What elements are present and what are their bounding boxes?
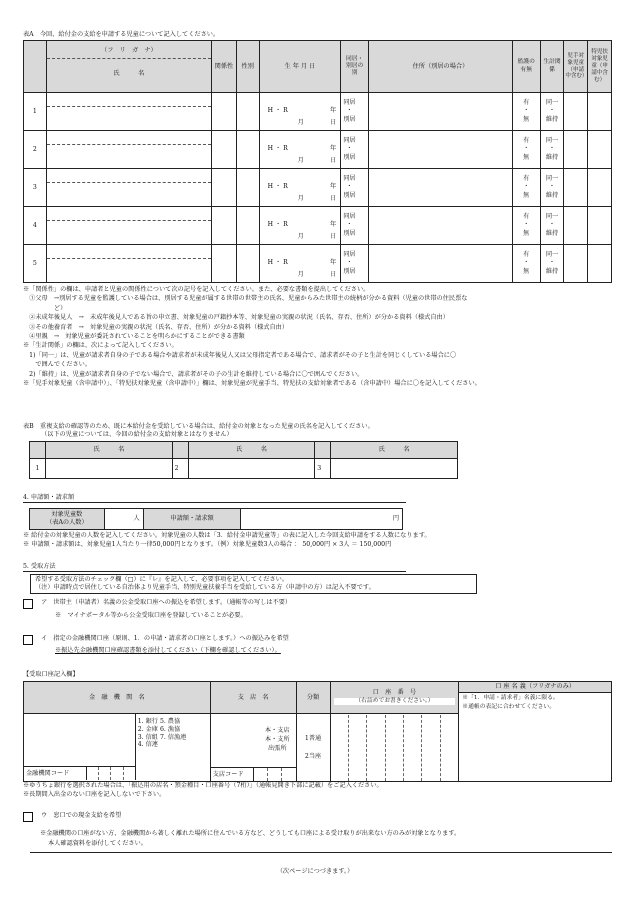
livelihood-dot: ・ [548, 259, 556, 267]
child-livelihood-select[interactable] [540, 169, 564, 207]
unit-person: 人 [133, 515, 140, 523]
livelihood-support: 維持 [545, 267, 559, 275]
cohab-no: 別居 [343, 267, 356, 275]
child-row [24, 93, 612, 131]
bank-inst-types [135, 714, 210, 780]
child-address-input[interactable] [369, 207, 513, 245]
child-row [24, 207, 612, 245]
livelihood-same: 同一 [545, 251, 559, 259]
child-sex-input[interactable] [236, 131, 259, 169]
section-4-rule [23, 502, 406, 503]
header-relation: 関係性 [212, 41, 237, 93]
acct-digit-6[interactable] [422, 715, 440, 781]
bank-acct-header-cell [330, 682, 459, 714]
child-furigana-input[interactable] [47, 169, 211, 182]
section-b-subtitle: （以下の児童については、今回の給付金の支給対象とはなりません） [41, 431, 233, 438]
dob-month: 月 [297, 233, 304, 240]
bank-holder-note-2: ※通帳の表記に合わせてください。 [462, 704, 556, 711]
header-name-cell [46, 41, 211, 93]
child-relation-input[interactable] [212, 93, 237, 131]
branch-code-digit-3[interactable] [282, 768, 295, 781]
cohab-yes: 同居 [343, 213, 356, 221]
child-cohab-select[interactable] [341, 245, 369, 283]
header-no [24, 41, 47, 93]
cohab-no: 別居 [343, 153, 356, 161]
child-cohab-select[interactable] [341, 131, 369, 169]
livelihood-dot: ・ [548, 183, 556, 191]
custody-yes: 有 [523, 99, 530, 107]
bank-holder-note-1: ※「1．申請・請求者」名義に限る。 [462, 695, 559, 701]
bank-holder-cell [459, 682, 612, 782]
special-allowance-input[interactable] [588, 93, 612, 131]
option-u-note-1: ※金融機関の口座がない方、金融機関から著しく離れた場所に住んでいる方など、どうしても口座による受け取りが出来ない方のみが対象となります。 [40, 830, 461, 837]
dob-era: H ・ R [267, 259, 288, 266]
custody-dot: ・ [523, 107, 530, 115]
custody-no: 無 [523, 115, 530, 123]
acct-digit-1[interactable] [331, 715, 349, 781]
count-input[interactable] [104, 509, 143, 530]
section-a-note: ※「関係性」の欄は、申請者と児童の関係性について次の記号を記入してください。また、必要な書類を提出してください。 [23, 286, 370, 293]
child-relation-input[interactable] [212, 245, 237, 283]
bank-branch-input[interactable] [211, 714, 296, 767]
section-a-note: 2)「維持」は、児童が請求者自身の子でない場合で、請求者がその子の生計を維持している場合に〇で囲んでください。 [23, 370, 364, 378]
child-relation-input[interactable] [212, 169, 237, 207]
bank-note-1: ※ゆうちょ銀行を選択された場合は、「振込用の店名・預金種目・口座番号（7桁）」（通帳見開き下部に記載）をご記入ください。 [23, 782, 383, 789]
inst-type-bank: 1. 銀行 [137, 718, 158, 725]
child-custody-select[interactable] [512, 245, 540, 283]
child-furigana-input[interactable] [47, 245, 211, 258]
livelihood-support: 維持 [545, 115, 559, 123]
child-dob-input[interactable] [259, 245, 341, 283]
section-b-title: 表B 重複支給の確認等のため、既に本給付金を受給している場合は、給付金の対象となった児童の氏名を記入してください。 [23, 423, 374, 430]
bank-note-2: ※長期間入出金のない口座を記入しないで下さい。 [23, 791, 166, 798]
unit-yen: 円 [392, 515, 399, 523]
child-custody-select[interactable] [512, 169, 540, 207]
dob-year: 年 [330, 221, 337, 228]
section-a-title: 表A 今回、給付金の支給を申請する児童について記入してください。 [23, 31, 220, 38]
dob-month: 月 [297, 271, 304, 278]
acct-type-ordinary: 1普通 [304, 734, 322, 742]
child-relation-input[interactable] [212, 131, 237, 169]
child-dob-input[interactable] [259, 169, 341, 207]
option-u-rule [30, 852, 612, 853]
section-a-note: ④里親 → 対象児童が委託されていることを明らかにすることができる書類 [23, 332, 245, 340]
acct-digit-3[interactable] [367, 715, 385, 781]
child-custody-select[interactable] [512, 93, 540, 131]
b-header-name-2: 氏 名 [188, 442, 315, 459]
child-livelihood-select[interactable] [540, 245, 564, 283]
inst-type-ja: 5. 農協 [159, 718, 181, 725]
child-sex-input[interactable] [236, 93, 259, 131]
bank-account-table [23, 681, 612, 782]
header-cohab: 同居・別居の別 [341, 41, 369, 93]
child-allowance-input[interactable] [564, 245, 588, 283]
custody-yes: 有 [523, 251, 530, 259]
inst-type-fishery-fed: 7. 信漁連 [159, 733, 187, 741]
child-allowance-input[interactable] [564, 207, 588, 245]
dob-month: 月 [297, 157, 304, 164]
child-allowance-input[interactable] [564, 93, 588, 131]
livelihood-support: 維持 [545, 191, 559, 199]
section-a-note: ※「児手対象児童（含申請中）」、「特児扶対象児童（含申請中）」欄は、対象児童が児童手当、特児扶の支給対象者である（含申請中）場合に〇を記入してください。 [23, 379, 481, 387]
section-a-note: ③その他養育者 → 対象児童の実親の状況（氏名、存否、住所）が分かる資料（様式自由） [23, 323, 289, 331]
special-allowance-input[interactable] [588, 169, 612, 207]
section-a-note: ど） [23, 304, 67, 312]
dob-year: 年 [330, 107, 337, 114]
livelihood-dot: ・ [548, 221, 556, 229]
inst-type-credit-union: 3. 信組 [137, 733, 158, 741]
bank-acct-type-cell[interactable] [296, 714, 330, 782]
inst-code-digit-1[interactable] [87, 767, 99, 780]
custody-yes: 有 [523, 175, 530, 183]
bank-branch-header: 支 店 名 [210, 682, 296, 714]
bank-branch-cell [210, 714, 296, 782]
custody-yes: 有 [523, 137, 530, 145]
option-u-checkbox[interactable] [23, 812, 33, 822]
cohab-dot: ・ [346, 145, 353, 153]
child-address-input[interactable] [369, 169, 513, 207]
acct-digit-2[interactable] [349, 715, 367, 781]
amount-input[interactable] [241, 509, 403, 530]
special-allowance-input[interactable] [588, 131, 612, 169]
branch-code-digit-2[interactable] [268, 768, 282, 781]
option-u-label: ウ 窓口での現金支給を希望 [41, 812, 122, 819]
header-child-allowance: 児手対象児童（申請中含む） [564, 41, 588, 93]
child-dob-input[interactable] [259, 131, 341, 169]
child-name-cell [46, 169, 211, 207]
inst-type-fishery: 6. 漁協 [159, 725, 181, 733]
option-i-label: イ 指定の金融機関口座（原則、1．の申請・請求者の口座とします。）への振込みを希望 [41, 635, 289, 642]
acct-digit-7[interactable] [441, 715, 458, 781]
bank-inst-input[interactable] [24, 714, 135, 780]
dob-era: H ・ R [267, 183, 288, 190]
count-label-cell [30, 509, 105, 530]
section-a-note: ①父母 →別居する児童を監護している場合は、別居する児童が属する世帯の世帯主の氏名、児童からみた世帯主の続柄が分かる資料（児童の世帯の住民票な [23, 295, 468, 303]
dob-era: H ・ R [267, 221, 288, 228]
cohab-no: 別居 [343, 191, 356, 199]
custody-yes: 有 [523, 213, 530, 221]
child-livelihood-select[interactable] [540, 131, 564, 169]
child-allowance-input[interactable] [564, 169, 588, 207]
dob-day: 日 [330, 157, 337, 164]
cohab-dot: ・ [346, 183, 353, 191]
row-number: 3 [24, 169, 47, 207]
row-number: 5 [24, 245, 47, 283]
inst-code-digit-2[interactable] [99, 767, 111, 780]
b-name-input-3[interactable] [331, 459, 458, 479]
b-no-1: 1 [30, 459, 46, 479]
child-name-cell [46, 131, 211, 169]
count-label-sub: （表Aの人数） [46, 519, 88, 526]
child-name-cell [46, 245, 211, 283]
bank-section-title: 【受取口座記入欄】 [23, 671, 79, 678]
child-row [24, 245, 612, 283]
previous-recipients-table [29, 441, 458, 479]
child-address-input[interactable] [369, 93, 513, 131]
child-name-input[interactable] [47, 144, 211, 168]
dob-month: 月 [297, 195, 304, 202]
livelihood-same: 同一 [545, 213, 559, 221]
cohab-no: 別居 [343, 115, 356, 123]
cohab-no: 別居 [343, 229, 356, 237]
child-sex-input[interactable] [236, 245, 259, 283]
child-name-input[interactable] [47, 220, 211, 244]
option-a-checkbox[interactable] [23, 599, 33, 609]
bank-acct-sub: （右詰めでお書きください。） [334, 698, 456, 705]
livelihood-dot: ・ [548, 145, 556, 153]
child-address-input[interactable] [369, 131, 513, 169]
section-a-notes [23, 286, 481, 389]
amount-label: 申請額・請求額 [143, 509, 241, 530]
section-4-title: 4. 申請額・請求額 [23, 494, 75, 501]
section-a-note: 1)「同一」は、児童が請求者自身の子である場合や請求者が未成年後見人又は父母指定者である場合で、請求者がその子と生計を同じくしている場合に〇 [23, 351, 457, 359]
child-sex-input[interactable] [236, 169, 259, 207]
section-5-rule [23, 571, 406, 572]
child-name-cell [46, 207, 211, 245]
section-a-note: ②未成年後見人 → 未成年後見人である旨の申立書、対象児童の戸籍抄本等、対象児童の実親の状況（氏名、存否、住所）が分かる資料（様式自由） [23, 314, 449, 322]
continued-footer: （次ページにつづきます。） [276, 868, 354, 875]
acct-digit-5[interactable] [404, 715, 422, 781]
child-cohab-select[interactable] [341, 93, 369, 131]
child-address-input[interactable] [369, 245, 513, 283]
child-livelihood-select[interactable] [540, 207, 564, 245]
header-custody: 監護の有無 [512, 41, 540, 93]
livelihood-support: 維持 [545, 229, 559, 237]
cohab-yes: 同居 [343, 251, 356, 259]
dob-day: 日 [330, 195, 337, 202]
cohab-yes: 同居 [343, 137, 356, 145]
b-no-3: 3 [315, 459, 331, 479]
header-special-allowance: 特児扶対象児童（申請中含む） [588, 41, 612, 93]
header-name: 氏 名 [47, 58, 211, 89]
bank-type-header: 分類 [296, 682, 330, 714]
header-sex: 性別 [236, 41, 259, 93]
branch-type-main: 本・支店 [264, 727, 290, 735]
bank-inst-code-label: 金融機関コード [24, 767, 87, 780]
cohab-dot: ・ [346, 259, 353, 267]
bank-inst-cell [24, 714, 211, 782]
livelihood-same: 同一 [545, 137, 559, 145]
children-table [23, 40, 612, 283]
child-name-input[interactable] [47, 106, 211, 130]
child-allowance-input[interactable] [564, 131, 588, 169]
option-i-checkbox[interactable] [23, 635, 33, 645]
livelihood-dot: ・ [548, 107, 556, 115]
custody-no: 無 [523, 191, 530, 199]
section-4-note-1: ※ 給付金の対象児童の人数を記入してください。対象児童の人数は「3．給付金申請児童等」の表に記入した今回支給申請をする人数になります。 [23, 532, 431, 539]
inst-type-shinren: 4. 信連 [137, 741, 158, 749]
row-number: 2 [24, 131, 47, 169]
custody-dot: ・ [523, 145, 530, 153]
child-livelihood-select[interactable] [540, 93, 564, 131]
option-u-note-2: 本人確認資料を添付してください。 [48, 840, 147, 847]
livelihood-support: 維持 [545, 153, 559, 161]
dob-year: 年 [330, 259, 337, 266]
child-custody-select[interactable] [512, 207, 540, 245]
child-furigana-input[interactable] [47, 93, 211, 106]
dob-era: H ・ R [267, 107, 288, 114]
child-name-input[interactable] [47, 258, 211, 282]
option-a-note: ※ マイナポータル等から公金受取口座を登録していることが必要。 [55, 612, 247, 619]
special-allowance-input[interactable] [588, 245, 612, 283]
cohab-yes: 同居 [343, 175, 356, 183]
custody-no: 無 [523, 229, 530, 237]
b-no-2: 2 [172, 459, 188, 479]
child-row [24, 169, 612, 207]
section-4-note-2: ※ 申請額・請求額は、対象児童1人当たり一律50,000円となります。（例）対象児童数3人の場合 ： 50,000円 × 3人 ＝ 150,000円 [23, 541, 392, 548]
branch-code-digit-1[interactable] [254, 768, 268, 781]
bank-branch-code-label: 支店コード [211, 768, 254, 781]
child-relation-input[interactable] [212, 207, 237, 245]
livelihood-same: 同一 [545, 175, 559, 183]
branch-type-sub: 本・支所 [264, 736, 290, 743]
b-header-name-1: 氏 名 [45, 442, 172, 459]
dob-day: 日 [330, 233, 337, 240]
child-dob-input[interactable] [259, 207, 341, 245]
child-dob-input[interactable] [259, 93, 341, 131]
bank-inst-header: 金 融 機 関 名 [24, 682, 211, 714]
custody-no: 無 [523, 153, 530, 161]
header-livelihood: 生計関係 [540, 41, 564, 93]
livelihood-same: 同一 [545, 99, 559, 107]
acct-digit-4[interactable] [386, 715, 404, 781]
option-i-note: ※振込先金融機関口座確認書類を添付してください（下欄を確認してください）。 [55, 647, 281, 654]
child-name-cell [46, 93, 211, 131]
count-label: 対象児童数 [51, 511, 83, 519]
custody-dot: ・ [523, 183, 530, 191]
b-name-input-2[interactable] [188, 459, 315, 479]
amount-table [29, 508, 403, 530]
bank-acct-header: 口 座 番 号 [372, 689, 417, 696]
section-5-title: 5. 受取方法 [23, 563, 56, 570]
child-sex-input[interactable] [236, 207, 259, 245]
row-number: 4 [24, 207, 47, 245]
section-a-note: で囲んでください。 [23, 361, 92, 369]
cohab-dot: ・ [346, 107, 353, 115]
b-name-input-1[interactable] [45, 459, 172, 479]
acct-type-checking: 2当座 [304, 752, 322, 760]
row-number: 1 [24, 93, 47, 131]
inst-code-digit-4[interactable] [124, 767, 135, 780]
cohab-yes: 同居 [343, 99, 356, 107]
header-dob: 生 年 月 日 [259, 41, 341, 93]
bank-holder-header: 口 座 名 義（フリガナのみ） [459, 682, 611, 693]
special-allowance-input[interactable] [588, 207, 612, 245]
child-row [24, 131, 612, 169]
custody-no: 無 [523, 267, 530, 275]
receipt-instruction-2: （注）申請時点で居住している自治体より児童手当、特別児童扶養手当を受給している方（申請中の方）は記入不要です。 [35, 583, 375, 591]
dob-day: 日 [330, 119, 337, 126]
b-header-name-3: 氏 名 [331, 442, 458, 459]
dob-month: 月 [297, 119, 304, 126]
receipt-instructions-box [30, 574, 477, 594]
cohab-dot: ・ [346, 221, 353, 229]
inst-code-digit-3[interactable] [111, 767, 123, 780]
child-furigana-input[interactable] [47, 207, 211, 220]
custody-dot: ・ [523, 259, 530, 267]
header-furigana: （フ リ ガ ナ） [101, 47, 157, 54]
dob-era: H ・ R [267, 145, 288, 152]
dob-year: 年 [330, 145, 337, 152]
child-cohab-select[interactable] [341, 207, 369, 245]
branch-types [265, 727, 290, 754]
child-custody-select[interactable] [512, 131, 540, 169]
bank-acct-number-cell [330, 714, 459, 782]
child-furigana-input[interactable] [47, 131, 211, 144]
children-table-header [24, 41, 612, 93]
child-name-input[interactable] [47, 182, 211, 206]
header-address: 住所（別居の場合） [369, 41, 513, 93]
dob-year: 年 [330, 183, 337, 190]
branch-type-office: 出張所 [267, 744, 287, 752]
dob-day: 日 [330, 271, 337, 278]
section-a-note: ※「生計関係」の欄は、次によって記入してください。 [23, 342, 178, 350]
option-a-label: ア 世帯主（申請者）名義の公金受取口座への振込を希望します。（通帳等の写しは不要） [41, 599, 292, 606]
child-cohab-select[interactable] [341, 169, 369, 207]
inst-type-shinkin: 2. 金庫 [137, 725, 158, 733]
receipt-instruction-1: 希望する受取方法のチェック欄（□）に『レ』を記入して、必要事項を記入してください。 [35, 576, 289, 583]
custody-dot: ・ [523, 221, 530, 229]
